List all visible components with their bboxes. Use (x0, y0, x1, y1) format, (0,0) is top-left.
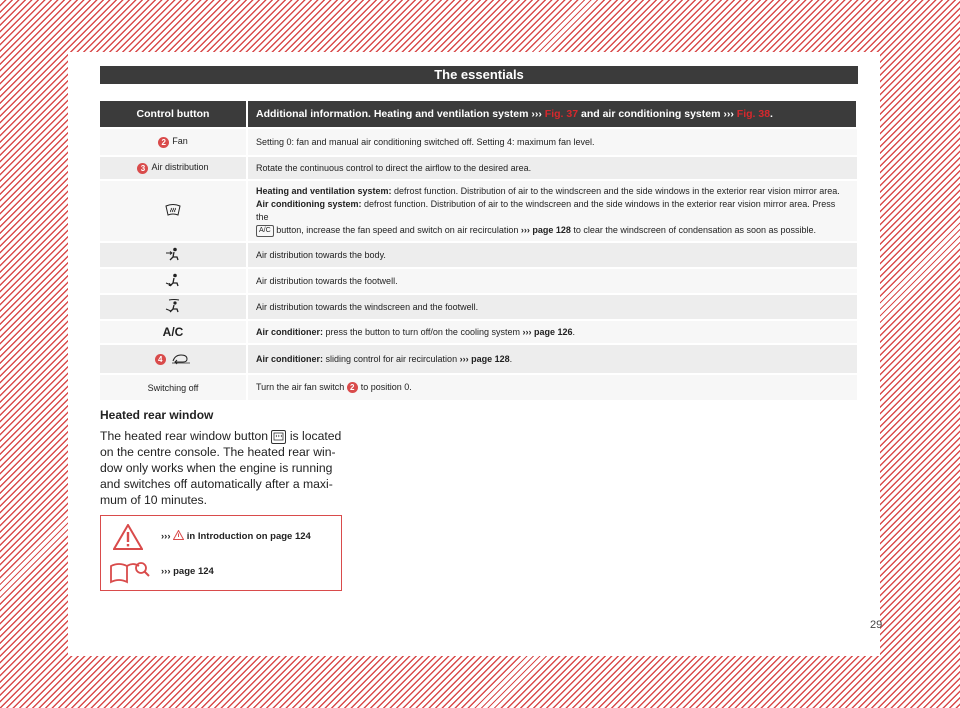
airflow-body-icon (165, 247, 181, 261)
page-ref-link[interactable]: ››› page 128 (520, 225, 571, 235)
row-control (100, 242, 247, 268)
note-box (100, 515, 342, 591)
note-line-1: ››› in Introduction on page 124 (161, 531, 311, 542)
ac-key-icon: A/C (256, 225, 274, 237)
table-row (100, 180, 857, 242)
page-number: 29 (870, 619, 883, 631)
warning-icon (113, 524, 143, 550)
row-control: 2 Fan (100, 128, 247, 156)
row-control: Switching off (100, 374, 247, 400)
row-info: Air distribution towards the body. (247, 242, 857, 268)
table-row (100, 156, 857, 180)
row-info: Setting 0: fan and manual air conditioning switched off. Setting 4: maximum fan level. (247, 128, 857, 156)
heated-rear-window-section (100, 408, 345, 508)
table-row (100, 128, 857, 156)
page-header: The essentials (100, 66, 858, 84)
page-ref-link[interactable]: ››› page 128 (459, 354, 510, 364)
row-control: 4 (100, 344, 247, 374)
warning-small-icon (173, 530, 184, 540)
column-header-info: Additional information. Heating and ventilation system ››› Fig. 37 and air conditioning system ››› Fig. 38. (247, 101, 857, 128)
column-header-control: Control button (100, 101, 247, 128)
row-info: Turn the air fan switch 2 to position 0. (247, 374, 857, 400)
fig37-link[interactable]: Fig. 37 (544, 108, 579, 120)
rear-window-heater-icon (271, 430, 286, 444)
row-control (100, 180, 247, 242)
row-info: Air distribution towards the footwell. (247, 268, 857, 294)
table-header-row (100, 101, 857, 128)
row-info: Heating and ventilation system: defrost function. Distribution of air to the windscreen and the side windows in the exterior rear vision mirror area. Air conditioning system: defrost function. Distribution of air to the windscreen and the side windows in the exterior rear vision mirror area. Press the A/C button, increase the fan speed and switch on air recirculation ››› page 128 to clear the windscreen of condensation as soon as possible. (247, 180, 857, 242)
fig38-link[interactable]: Fig. 38 (736, 108, 771, 120)
page-ref-link[interactable]: ››› page 126 (522, 327, 573, 337)
table-row (100, 294, 857, 320)
section-title: Heated rear window (100, 408, 214, 422)
row-info: Air conditioner: press the button to turn off/on the cooling system ››› page 126. (247, 320, 857, 344)
table-row (100, 344, 857, 374)
controls-table (100, 101, 858, 400)
row-control (100, 268, 247, 294)
row-control: 3 Air distribution (100, 156, 247, 180)
table-row (100, 242, 857, 268)
section-text: The heated rear window button is located on the centre console. The heated rear win-dow only works when the engine is running and switches off automatically after a maxi-mum of 10 minutes. (100, 429, 342, 507)
row-control: A/C (100, 320, 247, 344)
windscreen-defrost-icon (165, 203, 181, 217)
row-control (100, 294, 247, 320)
airflow-windscreen-footwell-icon (165, 299, 181, 313)
book-icon (109, 558, 151, 584)
recirculation-icon (171, 353, 191, 365)
row-info: Air conditioner: sliding control for air recirculation ››› page 128. (247, 344, 857, 374)
note-line-2: ››› page 124 (161, 566, 214, 577)
table-row (100, 374, 857, 400)
table-row (100, 320, 857, 344)
table-row (100, 268, 857, 294)
airflow-footwell-icon (165, 273, 181, 287)
row-info: Rotate the continuous control to direct the airflow to the desired area. (247, 156, 857, 180)
row-info: Air distribution towards the windscreen and the footwell. (247, 294, 857, 320)
